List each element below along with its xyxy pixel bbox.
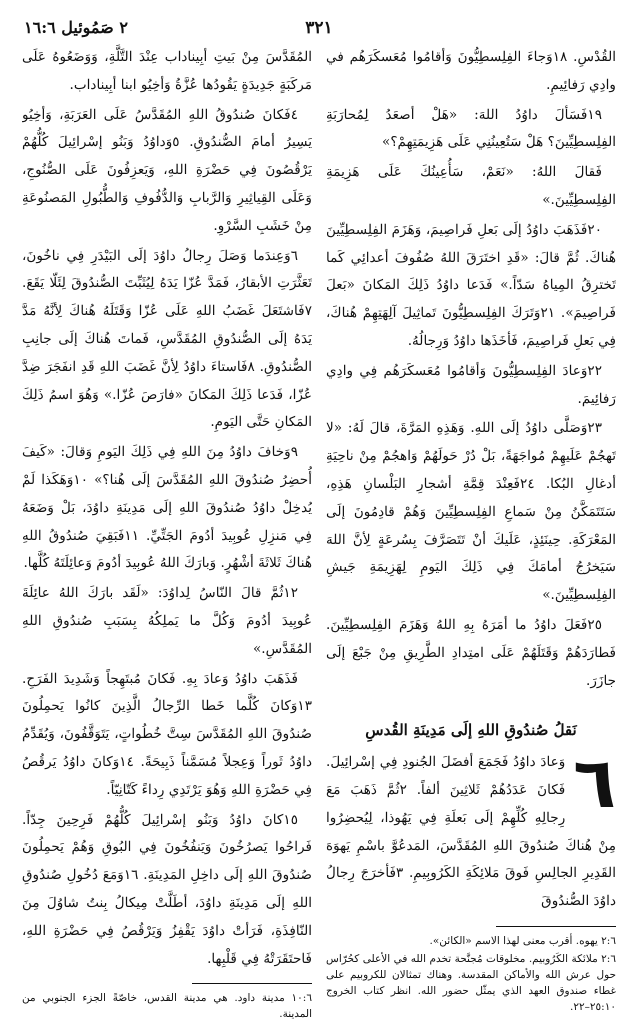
verse-paragraph: وَعادَ داوُدُ فَجَمَعَ أفضَلَ الجُنودِ فِي إسْرائِيلَ. فَكانَ عَدَدُهُمْ ثَلاثِينَ ألفاً. ٢ثُمَّ ذَهَبَ مَعَ رِجالِهِ كُلِّهِمْ إلَى بَعلَةِ فِي يَهُوذا، لِيُحضِرُوا مِنْ هُناكَ صُندُوقَ اللهِ المُقَدَّسَ، المَدعُوَّ باسْمِ يَهوَهَ القَدِيرِ الجالِسِ فَوقَ مَلائِكَةِ الكَرُوبِيمِ. ٣فَأخرَجَ رِجالُ داوُدَ الصُّندُوقَ <box>326 754 616 910</box>
footnote: ٢:٦ ملائكة الكَرُوبيم. مخلوقات مُجنَّحة تخدم الله في الأعلى كحُرّاس حول عرش الله والأماكن المقدسة. وهناك تمثالان للكروبيم على غطاء صندوق العهد الذي يمثّل حضور الله. انظر كتاب الخروج ٢٥:١٠–٢٢. <box>326 952 616 1013</box>
verse-paragraph: فَقالَ اللهُ: «نَعَمْ، سَأُعِينُكَ عَلَى هَزِيمَةِ الفِلِسطِيِّينَ.» <box>326 164 616 208</box>
verse-paragraph: القُدْسِ. ١٨وَجاءَ الفِلِسطِيُّونَ وَأقامُوا مُعَسكَرَهُم في وادِي رَفائِيمِ. <box>326 49 616 93</box>
verse-paragraph: ٢٢وَعادَ الفِلِسطِيُّونَ وَأقامُوا مُعَسكَرَهُم فِي وادِي رَفائِيمَ. <box>326 362 616 407</box>
verse-paragraph: ٤فَكانَ صُندُوقُ اللهِ المُقَدَّسُ عَلَى العَرَبَةِ، وَأخِيُو يَسِيرُ أمامَ الصُّندُوقِ. ٥وَداوُدُ وَبَنُو إسْرائِيلَ كُلُّهُمْ يَرْقُصُونَ فِي حَضْرَةِ اللهِ، وَيَعزِفُونَ عَلَى الصُّنُوجِ، وَعَلَى القِياثِيرِ وَالرَّبابِ وَالدُّفُوفِ وَالطُّبُولِ المَصنُوعَةِ مِنْ خَشَبِ السَّرْوِ. <box>22 106 312 234</box>
verse-paragraph: المُقَدَّسَ مِنْ بَيتِ أبِيناداب عِنْدَ التَّلَّةِ، وَوَضَعُوهُ عَلَى مَركَبَةٍ جَدِيدَةٍ يَقُودُها عُزَّةُ وَأخِيُو ابنا أبِيناداب. <box>22 49 312 93</box>
footnote: ٢:٦ يهوه. أقرب معنى لهذا الاسم «الكائن». <box>429 934 616 947</box>
verse-paragraph: ٢٠فَذَهَبَ داوُدُ إلَى بَعلِ فَراصِيمَ، وَهَزَمَ الفِلِسطِيِّينَ هُناكَ. ثُمَّ قالَ: «قَدِ اختَرَقَ اللهُ صُفُوفَ أعدائِي كَما تَخترِقُ المِياهُ سَدّاً.» فَدَعا داوُدُ ذَلِكَ المَكانَ «بَعلَ فَراصِيمَ». ٢١وَتَرَكَ الفِلِسطِيُّونَ تَماثِيلَ آلِهَتِهِمْ هُناكَ، فِي بَعلِ فَراصِيمَ، فَأخَذَها داوُدُ وَرِجالُهُ. <box>326 221 616 349</box>
page-number: ٣٢١ <box>305 18 333 38</box>
running-title: ٢ صَمُوئيل ١٦:٦ <box>24 18 128 37</box>
chapter-block <box>326 742 616 916</box>
verse-paragraph: فَذَهَبَ داوُدُ وَعادَ بِهِ. فَكانَ مُبتَهِجاً وَشَدِيدَ الفَرَحِ. ١٣وَكانَ كُلَّما خَطا الرِّجالُ الَّذِينَ كانُوا يَحمِلُونَ صُندُوقَ اللهِ المُقَدَّسَ سِتَّ خُطُواتٍ، يَتَوَقَّفُونَ، وَيُقَدِّمُ داوُدُ ثَوراً وَعِجلاً مُسَمَّناً ذَبِيحَةً. ١٤وَكانَ داوُدُ يَرقُصُ فِي حَضْرَةِ اللهِ وَهُوَ يَرْتَدِي رِداءً كَتّانِيّاً. <box>22 670 312 798</box>
verse-paragraph: ١٩فَسَألَ داوُدُ اللهَ: «هَلْ أصعَدُ لِمُحارَبَةِ الفِلِسطِيِّينَ؟ هَلْ سَتُعِينُنِي عَلَى هَزِيمَتِهِمْ؟» <box>326 106 616 151</box>
section-heading: نَقلُ صُندُوقِ اللهِ إلَى مَدِينَةِ القُدسِ <box>365 721 577 740</box>
verse-paragraph: ٩وَخافَ داوُدُ مِنَ اللهِ فِي ذَلِكَ اليَومِ وَقالَ: «كَيفَ أُحضِرُ صُندُوقَ اللهِ المُقَدَّسَ إلَى هُنا؟» ١٠وَهَكَذا لَمْ يُدخِلْ داوُدُ صُندُوقَ اللهِ إلَى مَدِينَةِ داوُدَ، بَلْ وَضَعَهُ فِي مَنزِلِ عُوبِيدَ أدُومَ الجَتِّيِّ. ١١فَبَقِيَ صُندُوقُ اللهِ هُناكَ ثَلاثَةَ أشْهُرٍ. وَبارَكَ اللهُ عُوبِيدَ أدُومَ وَعائِلَتَهُ كُلَّها. <box>22 444 312 572</box>
page-header <box>24 18 614 42</box>
verse-paragraph: ١٢ثُمَّ قالَ النّاسُ لِداوُدَ: «لَقَد بارَكَ اللهُ عائِلَةَ عُوبِيدَ أدُومَ وَكُلَّ ما يَملِكُهُ بِسَبَبِ صُندُوقِ اللهِ المُقَدَّسِ.» <box>22 585 312 657</box>
verse-paragraph: ٢٥فَعَلَ داوُدُ ما أمَرَهُ بِهِ اللهُ وَهَزَمَ الفِلِسطِيِّينَ. فَطارَدَهُمْ وَقَتَلَهُمْ عَلَى امتِدادِ الطَّرِيقِ مِنْ جَبْعَ إلَى جازَرَ. <box>326 616 616 689</box>
right-column <box>326 44 616 1017</box>
verse-paragraph: ٢٣وَصَلَّى داوُدُ إلَى اللهِ. وَهَذِهِ المَرَّةَ، قالَ لَهُ: «لا تَهجُمْ عَلَيهِمْ مُواجَهَةً، بَلْ دُرْ حَولَهُمْ وَاهجُمْ مِنْ ناحِيَةِ أدغالِ البُكا. ٢٤فَعِنْدَ قِمَّةِ أشجارِ البَلْسانِ هَذِهِ، سَتَتَمَكَّنُ مِنْ سَماعِ الفِلِسطِيِّينَ وَهُمْ قادِمُونَ إلَى المَعْرَكَةِ. حِينَئِذٍ، عَلَيكَ أنْ تَتَصَرَّفَ بِسُرعَةٍ لِأنَّ اللهَ سَيَخرُجُ أمامَكَ فِي ذَلِكَ اليَومِ لِهَزِيمَةِ جَيشِ الفِلِسطِيِّينَ.» <box>326 420 616 604</box>
footnote: ١٠:٦ مدينة داود. هي مدينة القدس، خاصّةً الجزء الجنوبي من المدينة. <box>22 992 312 1021</box>
left-column <box>22 44 312 1024</box>
chapter-number: ٦ <box>573 742 616 825</box>
footnote-divider <box>192 983 312 984</box>
footnote-divider <box>496 926 616 927</box>
verse-paragraph: ٦وَعِندَما وَصَلَ رِجالُ داوُدَ إلَى البَيْدَرِ فِي ناخُونَ، تَعَثَّرَتِ الأبقارُ، فَمَدَّ عُزّا يَدَهُ لِيُثَبِّتَ الصُّندُوقَ لِئَلّا يَقَعَ. ٧فَاشتَعَلَ غَضَبُ اللهِ عَلَى عُزّا وَقَتَلَهُ هُناكَ لِأنَّهُ مَدَّ يَدَهُ إلَى الصُّندُوقِ المُقَدَّسِ، فَماتَ هُناكَ إلَى جانِبِ الصُّندُوقِ. ٨فَاستاءَ داوُدُ لِأنَّ غَضَبَ اللهِ قَدِ انفَجَرَ ضِدَّ عُزّا، فَدَعا ذَلِكَ المَكانَ «فارَصَ عُزّا.» وَهُوَ اسمُ ذَلِكَ المَكانِ حَتَّى اليَومِ. <box>22 247 312 431</box>
verse-paragraph: ١٥كانَ داوُدُ وَبَنُو إسْرائِيلَ كُلُّهُمْ فَرِحِينَ جِدّاً. فَراحُوا يَصرُخُونَ وَيَنفُخُونَ فِي البُوقِ وَهُمْ يَحمِلُونَ صُندُوقَ اللهِ إلَى داخِلِ المَدِينَةِ. ١٦وَمَعَ دُخُولِ صُندُوقِ اللهِ إلَى مَدِينَةِ داوُدَ، أطَلَّتْ مِيكالُ بِنتُ شاوُلَ مِنَ النّافِذَةِ، فَرَأتْ داوُدَ يَقْفِزُ وَيَرْقُصُ فِي حَضْرَةِ اللهِ، فَاحتَقَرَتْهُ فِي قَلْبِها. <box>22 811 312 967</box>
